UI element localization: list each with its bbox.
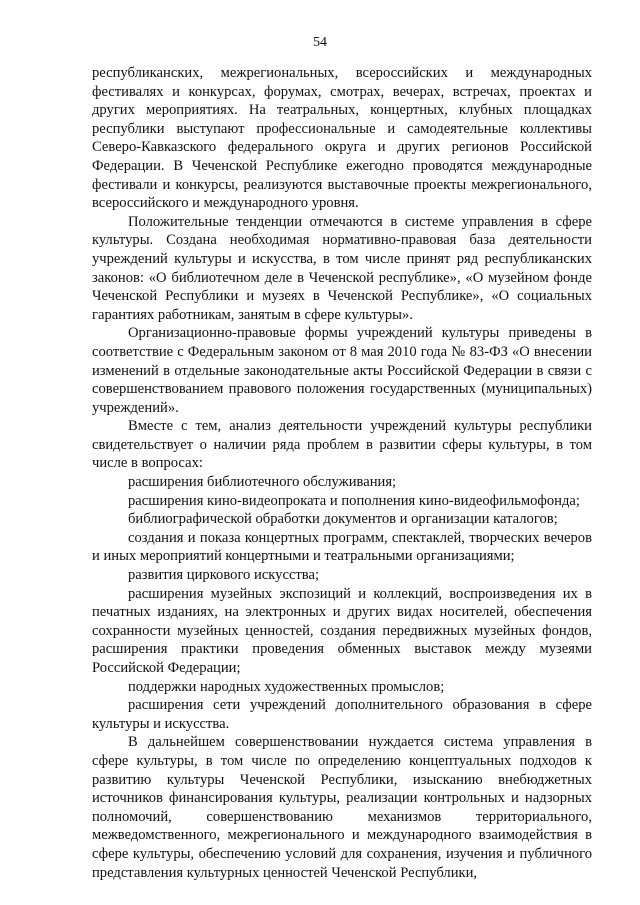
paragraph-continuation: республиканских, межрегиональных, всероссийских и международных фестивалях и конкурсах, форумах, смотрах, вечерах, встречах, проектах и других мероприятиях. На театральных, концертных, клубных площадках республики выступают профессиональные и самодеятельные коллективы Северо-Кавказского федерального округа и других регионов Российской Федерации. В Чеченской Республике ежегодно проводятся международные фестивали и конкурсы, реализуются выставочные проекты межрегионального, всероссийского и международного уровня. <box>92 65 592 212</box>
document-body <box>92 64 592 882</box>
list-item-concert-programs: создания и показа концертных программ, спектаклей, творческих вечеров и иных мероприятий концертными и театральными организациями; <box>92 529 592 565</box>
paragraph-legal-forms: Организационно-правовые формы учреждений культуры приведены в соответствие с Федеральным законом от 8 мая 2010 года № 83-ФЗ «О внесении изменений в отдельные законодательные акты Российской Федерации в связи с совершенствованием правового положения государственных (муниципальных) учреждений». <box>92 325 592 416</box>
page-number: 54 <box>313 35 327 50</box>
paragraph-management-improvement: В дальнейшем совершенствовании нуждается система управления в сфере культуры, в том числе по определению концептуальных подходов к развитию культуры Чеченской Республики, изысканию внебюджетных источников финансирования культуры, реализации контрольных и надзорных полномочий, совершенствованию механизмов территориального, межведомственного, межрегионального и международного взаимодействия в сфере культуры, обеспечению условий для сохранения, изучения и публичного представления культурных ценностей Чеченской Республики, <box>92 734 592 881</box>
list-item-bibliographic-processing: библиографической обработки документов и организации каталогов; <box>128 511 558 528</box>
list-item-circus-art: развития циркового искусства; <box>128 567 320 584</box>
paragraph-management-trends: Положительные тенденции отмечаются в системе управления в сфере культуры. Создана необходимая нормативно-правовая база деятельности учреждений культуры и искусства, в том числе принят ряд республиканских законов: «О библиотечном деле в Чеченской республике», «О музейном фонде Чеченской Республики и музеях в Чеченской Республике», «О социальных гарантиях работникам, занятым в сфере культуры». <box>92 213 592 323</box>
list-item-additional-education: расширения сети учреждений дополнительного образования в сфере культуры и искусства. <box>92 697 592 732</box>
paragraph-problems-intro: Вместе с тем, анализ деятельности учреждений культуры республики свидетельствует о наличии ряда проблем в развитии сферы культуры, в том числе в вопросах: <box>92 418 592 472</box>
list-item-library-service: расширения библиотечного обслуживания; <box>128 474 397 491</box>
list-item-film-distribution: расширения кино-видеопроката и пополнения кино-видеофильмофонда; <box>128 492 580 509</box>
list-item-museum-expositions: расширения музейных экспозиций и коллекций, воспроизведения их в печатных изданиях, на электронных и других видах носителей, обеспечения сохранности музейных ценностей, создания передвижных музейных фондов, расширения практики проведения обменных выставок между музеями Российской Федерации; <box>92 585 592 676</box>
list-item-folk-crafts: поддержки народных художественных промыслов; <box>128 678 445 695</box>
